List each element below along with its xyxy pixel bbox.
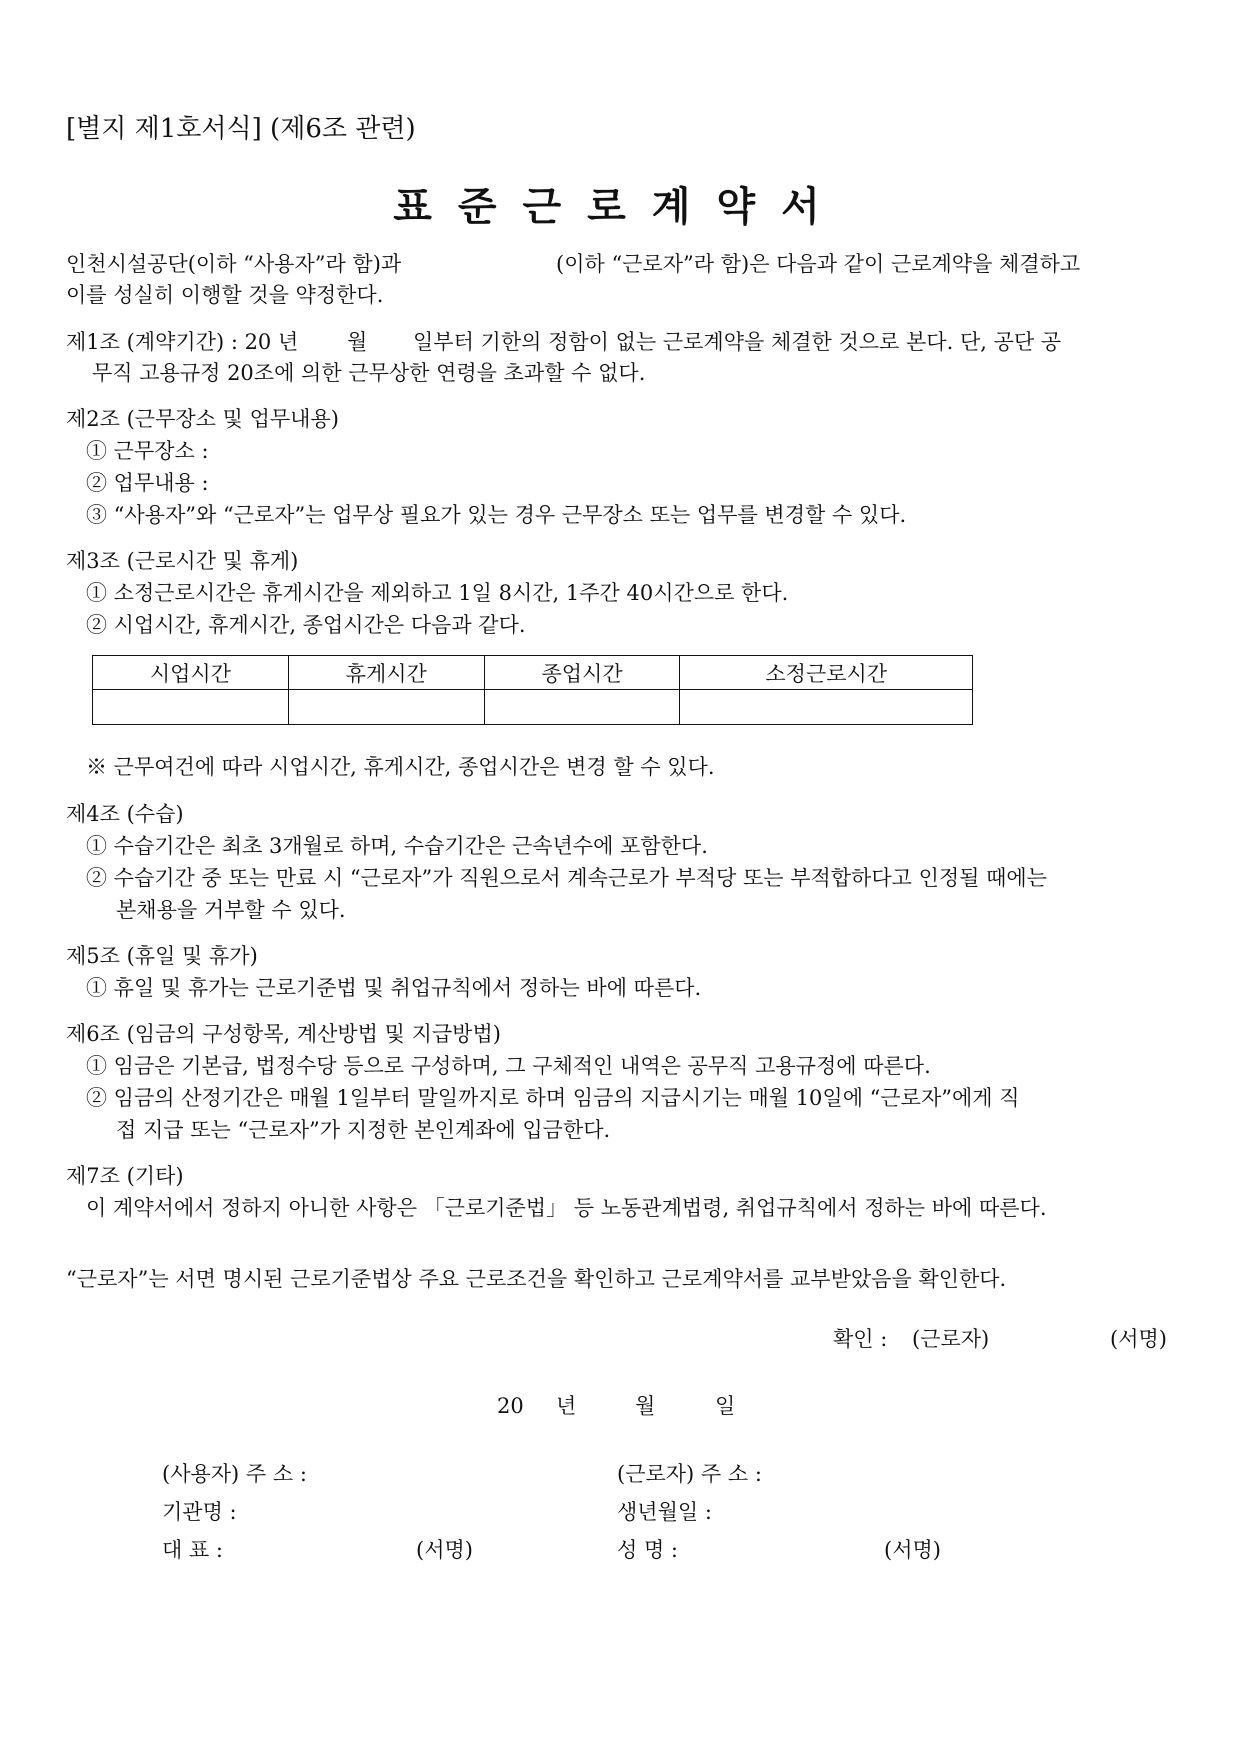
- table-header-regular: 소정근로시간: [680, 656, 973, 690]
- article6-item1: ① 임금은 기본급, 법정수당 등으로 구성하며, 그 구체적인 내역은 공무직 고용규정에 따른다.: [86, 1054, 931, 1078]
- article3-item-schedule: ② 시업시간, 휴게시간, 종업시간은 다음과 같다.: [86, 613, 526, 637]
- article2-item-change: ③ “사용자”와 “근로자”는 업무상 필요가 있는 경우 근무장소 또는 업무를 변경할 수 있다.: [86, 503, 907, 527]
- article1-month: 월: [347, 330, 368, 354]
- date-year: 20: [497, 1394, 524, 1418]
- table-header-start: 시업시간: [93, 656, 289, 690]
- article4-item2-line1: ② 수습기간 중 또는 만료 시 “근로자”가 직원으로서 계속근로가 부적당 또는 부적합하다고 인정될 때에는: [86, 866, 1047, 890]
- confirm-label: 확인 :: [833, 1327, 888, 1351]
- article5-heading: 제5조 (휴일 및 휴가): [66, 944, 258, 968]
- confirm-signature[interactable]: (서명): [1110, 1327, 1167, 1351]
- article1-period-start: 제1조 (계약기간) : 20 년: [66, 330, 299, 354]
- article6-heading: 제6조 (임금의 구성항목, 계산방법 및 지급방법): [66, 1022, 501, 1046]
- table-cell-end[interactable]: [484, 690, 680, 725]
- date-day-unit: 일: [715, 1394, 736, 1418]
- article3-note: ※ 근무여건에 따라 시업시간, 휴게시간, 종업시간은 변경 할 수 있다.: [86, 755, 715, 779]
- document-title: 표준근로계약서: [393, 184, 846, 230]
- table-cell-break[interactable]: [288, 690, 484, 725]
- article4-item2-line2: 본채용을 거부할 수 있다.: [116, 898, 346, 922]
- employer-rep-label: 대 표 :: [162, 1538, 223, 1562]
- article1-line1-rest: 일부터 기한의 정함이 없는 근로계약을 체결한 것으로 본다. 단, 공단 공: [413, 330, 1062, 354]
- employee-birth-label: 생년월일 :: [617, 1500, 712, 1524]
- article3-heading: 제3조 (근로시간 및 휴게): [66, 549, 299, 573]
- article2-heading: 제2조 (근무장소 및 업무내용): [66, 407, 339, 431]
- article7-text: 이 계약서에서 정하지 아니한 사항은 「근로기준법」 등 노동관계법령, 취업규칙에서 정하는 바에 따른다.: [86, 1196, 1047, 1220]
- intro-line1-employee: (이하 “근로자”라 함)은 다음과 같이 근로계약을 체결하고: [556, 252, 1081, 276]
- article4-heading: 제4조 (수습): [66, 802, 184, 826]
- table-cell-regular[interactable]: [680, 690, 973, 725]
- article2-item-workplace: ① 근무장소 :: [86, 439, 209, 463]
- article5-item1: ① 휴일 및 휴가는 근로기준법 및 취업규칙에서 정하는 바에 따른다.: [86, 976, 702, 1000]
- date-month-unit: 월: [635, 1394, 656, 1418]
- table-row: [93, 690, 973, 725]
- work-hours-table: [92, 655, 973, 725]
- acknowledgement: “근로자”는 서면 명시된 근로기준법상 주요 근로조건을 확인하고 근로계약서를 교부받았음을 확인한다.: [66, 1267, 1007, 1291]
- confirm-party: (근로자): [912, 1327, 990, 1351]
- employee-address-label: (근로자) 주 소 :: [617, 1462, 762, 1486]
- article1-line2: 무직 고용규정 20조에 의한 근무상한 연령을 초과할 수 없다.: [92, 361, 646, 385]
- article7-heading: 제7조 (기타): [66, 1164, 184, 1188]
- form-label: [별지 제1호서식] (제6조 관련): [66, 114, 416, 144]
- date-year-unit: 년: [556, 1394, 577, 1418]
- table-header-break: 휴게시간: [288, 656, 484, 690]
- article6-item2-line2: 접 지급 또는 “근로자”가 지정한 본인계좌에 입금한다.: [116, 1118, 611, 1142]
- intro-line2: 이를 성실히 이행할 것을 약정한다.: [66, 283, 384, 307]
- article4-item1: ① 수습기간은 최초 3개월로 하며, 수습기간은 근속년수에 포함한다.: [86, 834, 708, 858]
- article2-item-duties: ② 업무내용 :: [86, 471, 209, 495]
- article3-item-hours: ① 소정근로시간은 휴게시간을 제외하고 1일 8시간, 1주간 40시간으로 한다.: [86, 581, 789, 605]
- employee-name-label: 성 명 :: [617, 1538, 678, 1562]
- article6-item2-line1: ② 임금의 산정기간은 매월 1일부터 말일까지로 하며 임금의 지급시기는 매월 10일에 “근로자”에게 직: [86, 1086, 1020, 1110]
- employer-address-label: (사용자) 주 소 :: [162, 1462, 307, 1486]
- employee-signature[interactable]: (서명): [884, 1538, 941, 1562]
- employer-org-label: 기관명 :: [162, 1500, 237, 1524]
- intro-line1-employer: 인천시설공단(이하 “사용자”라 함)과: [66, 252, 402, 276]
- table-cell-start[interactable]: [93, 690, 289, 725]
- employer-signature[interactable]: (서명): [416, 1538, 473, 1562]
- table-header-end: 종업시간: [484, 656, 680, 690]
- table-header-row: [93, 656, 973, 690]
